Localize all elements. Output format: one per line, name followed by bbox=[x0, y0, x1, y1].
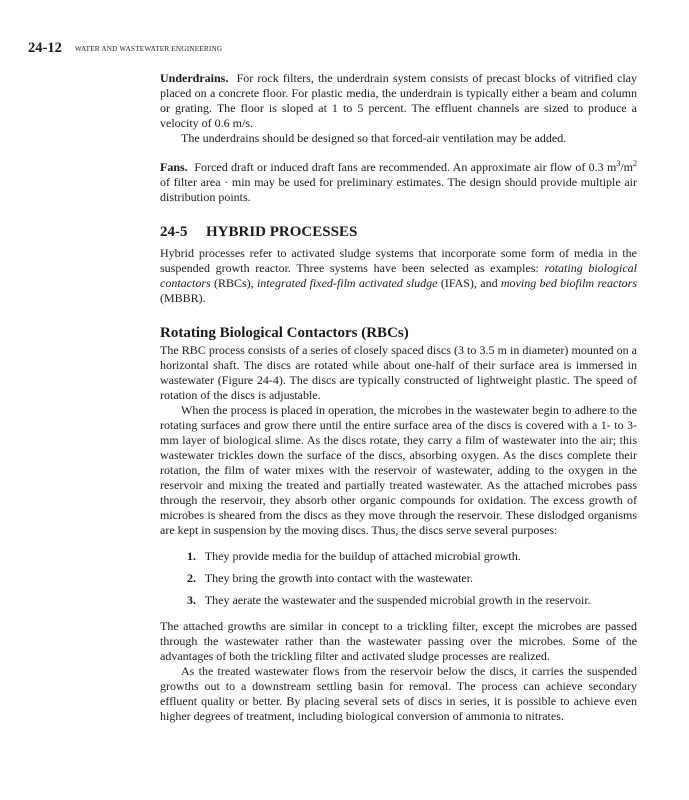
term-rbc: rotating biological contactors bbox=[160, 261, 638, 290]
list-number: 2. bbox=[187, 571, 196, 585]
rbc-heading: Rotating Biological Contactors (RBCs) bbox=[160, 325, 409, 341]
page-header bbox=[28, 39, 222, 57]
fans-paragraph bbox=[160, 160, 637, 205]
intro-text-d: (MBBR). bbox=[160, 291, 206, 305]
section-number: 24-5 bbox=[160, 224, 188, 240]
fans-sup-2: 2 bbox=[633, 159, 637, 168]
fans-text-c: of filter area · min may be used for preliminary estimates. The design should provide multiple air distribution points. bbox=[160, 175, 637, 204]
fans-sup-1: 3 bbox=[616, 159, 621, 168]
list-number: 3. bbox=[187, 593, 196, 607]
section-intro bbox=[160, 246, 637, 306]
rbc-paragraph-2: When the process is placed in operation, the microbes in the wastewater begin to adhere to the rotating surfaces and grow there until the entire surface area of the discs is covered with a 1- to 3-mm layer of biological slime. As the discs rotate, they carry a film of wastewater into the air; this wastewater trickles down the surface of the discs, absorbing oxygen. As the discs complete their rotation, the film of water mixes with the reservoir of wastewater, adding to the oxygen in the reservoir and mixing the treated and partially treated wastewater. As the attached microbes pass through the reservoir, they absorb other organic compounds for oxidation. The excess growth of microbes is sheared from the discs as they move through the reservoir. These dislodged organisms are kept in suspension by the moving discs. Thus, the discs serve several purposes: bbox=[160, 403, 637, 537]
rbc-paragraph-1: The RBC process consists of a series of closely spaced discs (3 to 3.5 m in diameter) mounted on a horizontal shaft. The discs are rotated while about one-half of their surface area is immersed in wastewater (Figure 24-4). The discs are typically constructed of lightweight plastic. The speed of rotation of the discs is adjustable. bbox=[160, 343, 637, 402]
list-text: They provide media for the buildup of attached microbial growth. bbox=[204, 549, 521, 563]
list-text: They aerate the wastewater and the suspended microbial growth in the reservoir. bbox=[204, 593, 591, 607]
rbc-paragraph-3: The attached growths are similar in concept to a trickling filter, except the microbes are passed through the wastewater rather than the wastewater passing over the microbes. Some of the advantages of both the trickling filter and activated sludge processes are realized. bbox=[160, 619, 637, 663]
intro-text-c: (IFAS), and bbox=[437, 276, 501, 290]
underdrains-text: For rock filters, the underdrain system consists of precast blocks of vitrified clay placed on a concrete floor. For plastic media, the underdrain is typically either a beam and column or grating. The floor is sloped at 1 to 5 percent. The effluent channels are sized to produce a velocity of 0.6 m/s. bbox=[160, 71, 637, 130]
underdrains-paragraph bbox=[160, 71, 637, 131]
page-number: 24-12 bbox=[28, 40, 62, 56]
term-ifas: integrated fixed-film activated sludge bbox=[256, 276, 438, 290]
list-text: They bring the growth into contact with the wastewater. bbox=[204, 571, 474, 585]
fans-text-a: Forced draft or induced draft fans are recommended. An approximate air flow of 0.3 m bbox=[194, 160, 617, 174]
running-title: WATER AND WASTEWATER ENGINEERING bbox=[74, 45, 223, 53]
main-column bbox=[160, 71, 637, 724]
underdrains-run-in-heading: Underdrains. bbox=[160, 71, 229, 85]
rbc-paragraph-4: As the treated wastewater flows from the reservoir below the discs, it carries the suspended growths out to a downstream settling basin for removal. The process can achieve secondary effluent quality or better. By placing several sets of discs in series, it is possible to achieve even higher degrees of treatment, including biological conversion of ammonia to nitrates. bbox=[160, 664, 637, 723]
intro-text-b: (RBCs), bbox=[210, 276, 257, 290]
fans-text-b: /m bbox=[620, 160, 633, 174]
term-mbbr: moving bed biofilm reactors bbox=[500, 276, 637, 290]
purposes-list bbox=[187, 549, 637, 608]
section-heading bbox=[160, 223, 637, 241]
list-number: 1. bbox=[187, 549, 196, 563]
list-item bbox=[187, 549, 637, 564]
intro-text-a: Hybrid processes refer to activated sludge systems that incorporate some form of media in the suspended growth reactor. Three systems have been selected as examples: bbox=[160, 246, 637, 275]
underdrains-paragraph-2: The underdrains should be designed so that forced-air ventilation may be added. bbox=[181, 131, 567, 145]
list-item bbox=[187, 593, 637, 608]
fans-run-in-heading: Fans. bbox=[160, 160, 188, 174]
list-item bbox=[187, 571, 637, 586]
section-title: HYBRID PROCESSES bbox=[206, 224, 358, 240]
